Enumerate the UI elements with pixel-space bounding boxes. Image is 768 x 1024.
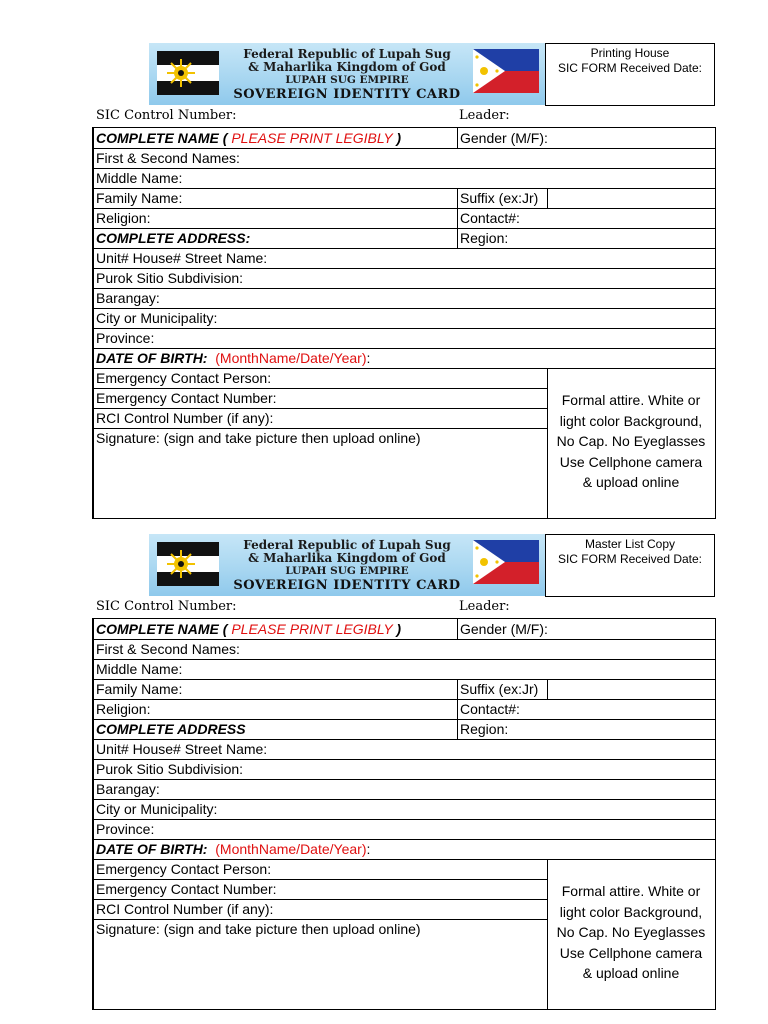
form-row (94, 288, 715, 309)
first-second-names-field[interactable]: First & Second Names: (96, 641, 240, 657)
form-row (94, 148, 715, 169)
signature-field[interactable]: Signature: (sign and take picture then upload online) (96, 430, 421, 446)
form-row (94, 839, 715, 860)
philippine-flag-icon (473, 540, 539, 584)
date-of-birth-field[interactable]: DATE OF BIRTH: (MonthName/Date/Year): (96, 841, 371, 857)
province-field[interactable]: Province: (96, 821, 155, 837)
barangay-field[interactable]: Barangay: (96, 781, 160, 797)
form-grid (92, 127, 716, 519)
first-second-names-field[interactable]: First & Second Names: (96, 150, 240, 166)
sic-control-number-label: SIC Control Number: (96, 599, 237, 614)
suffix-field[interactable]: Suffix (ex:Jr) (460, 190, 539, 206)
photo-instructions: Formal attire. White or light color Background, No Cap. No Eyeglasses Use Cellphone camera & upload online (547, 859, 714, 1009)
emergency-contact-number-field[interactable]: Emergency Contact Number: (96, 390, 277, 406)
contact-field[interactable]: Contact#: (460, 210, 520, 226)
complete-name-row (94, 619, 715, 640)
banner-line-1: Federal Republic of Lupah Sug (243, 47, 451, 61)
complete-address-heading: COMPLETE ADDRESS: (96, 230, 251, 246)
gender-field[interactable]: Gender (M/F): (460, 621, 548, 637)
form-row (94, 679, 715, 700)
form-row (94, 699, 715, 720)
signature-field[interactable]: Signature: (sign and take picture then upload online) (96, 921, 421, 937)
complete-name-row (94, 128, 715, 149)
form-row (94, 639, 715, 660)
banner-title: SOVEREIGN IDENTITY CARD (233, 87, 461, 102)
suffix-field[interactable]: Suffix (ex:Jr) (460, 681, 539, 697)
sic-control-number-label: SIC Control Number: (96, 108, 237, 123)
rci-control-number-field[interactable]: RCI Control Number (if any): (96, 901, 274, 917)
sic-banner (149, 43, 545, 105)
form-row (94, 739, 715, 760)
rci-control-number-field[interactable]: RCI Control Number (if any): (96, 410, 274, 426)
form-row (94, 268, 715, 289)
photo-instructions: Formal attire. White or light color Background, No Cap. No Eyeglasses Use Cellphone camera & upload online (547, 368, 714, 518)
form-row (94, 659, 715, 680)
form-row (94, 368, 547, 389)
barangay-field[interactable]: Barangay: (96, 290, 160, 306)
sic-banner (149, 534, 545, 596)
middle-name-field[interactable]: Middle Name: (96, 170, 183, 186)
emergency-contact-number-field[interactable]: Emergency Contact Number: (96, 881, 277, 897)
complete-name-heading: COMPLETE NAME ( PLEASE PRINT LEGIBLY ) (96, 621, 401, 637)
copy-box-received-date: SIC FORM Received Date: (557, 552, 703, 566)
complete-address-heading: COMPLETE ADDRESS (96, 721, 246, 737)
form-row (94, 719, 715, 740)
form-row (94, 879, 547, 900)
sic-form-printing-house (0, 43, 768, 533)
form-row (94, 348, 715, 369)
form-row (94, 228, 715, 249)
form-row (94, 759, 715, 780)
form-row (94, 408, 547, 429)
form-row (94, 168, 715, 189)
form-row (94, 328, 715, 349)
form-row (94, 388, 547, 409)
form-row (94, 859, 547, 880)
copy-info-box (545, 43, 715, 106)
form-row (94, 208, 715, 229)
form-row (94, 819, 715, 840)
city-municipality-field[interactable]: City or Municipality: (96, 310, 218, 326)
form-row (94, 188, 715, 209)
copy-box-title: Printing House (590, 46, 670, 60)
contact-field[interactable]: Contact#: (460, 701, 520, 717)
form-grid (92, 618, 716, 1010)
purok-sitio-subdivision-field[interactable]: Purok Sitio Subdivision: (96, 761, 244, 777)
copy-info-box (545, 534, 715, 597)
middle-name-field[interactable]: Middle Name: (96, 661, 183, 677)
religion-field[interactable]: Religion: (96, 210, 151, 226)
form-row (94, 899, 547, 920)
form-row (94, 428, 547, 448)
copy-box-received-date: SIC FORM Received Date: (557, 61, 703, 75)
region-field[interactable]: Region: (460, 721, 509, 737)
banner-title: SOVEREIGN IDENTITY CARD (233, 578, 461, 593)
family-name-field[interactable]: Family Name: (96, 190, 183, 206)
religion-field[interactable]: Religion: (96, 701, 151, 717)
form-row (94, 248, 715, 269)
emergency-contact-person-field[interactable]: Emergency Contact Person: (96, 861, 272, 877)
purok-sitio-subdivision-field[interactable]: Purok Sitio Subdivision: (96, 270, 244, 286)
gender-field[interactable]: Gender (M/F): (460, 130, 548, 146)
leader-label: Leader: (459, 599, 510, 614)
philippine-flag-icon (473, 49, 539, 93)
form-row (94, 308, 715, 329)
copy-box-title: Master List Copy (584, 537, 676, 551)
unit-house-street-field[interactable]: Unit# House# Street Name: (96, 741, 268, 757)
sic-form-master-list-copy (0, 534, 768, 1024)
family-name-field[interactable]: Family Name: (96, 681, 183, 697)
form-row (94, 799, 715, 820)
unit-house-street-field[interactable]: Unit# House# Street Name: (96, 250, 268, 266)
banner-line-1: Federal Republic of Lupah Sug (243, 538, 451, 552)
province-field[interactable]: Province: (96, 330, 155, 346)
emergency-contact-person-field[interactable]: Emergency Contact Person: (96, 370, 272, 386)
banner-line-2: & Maharlika Kingdom of God (248, 551, 446, 565)
banner-line-2: & Maharlika Kingdom of God (248, 60, 446, 74)
complete-name-heading: COMPLETE NAME ( PLEASE PRINT LEGIBLY ) (96, 130, 401, 146)
leader-label: Leader: (459, 108, 510, 123)
banner-line-3: LUPAH SUG EMPIRE (285, 565, 409, 577)
date-of-birth-field[interactable]: DATE OF BIRTH: (MonthName/Date/Year): (96, 350, 371, 366)
region-field[interactable]: Region: (460, 230, 509, 246)
banner-line-3: LUPAH SUG EMPIRE (285, 74, 409, 86)
form-row (94, 779, 715, 800)
city-municipality-field[interactable]: City or Municipality: (96, 801, 218, 817)
form-row (94, 919, 547, 939)
